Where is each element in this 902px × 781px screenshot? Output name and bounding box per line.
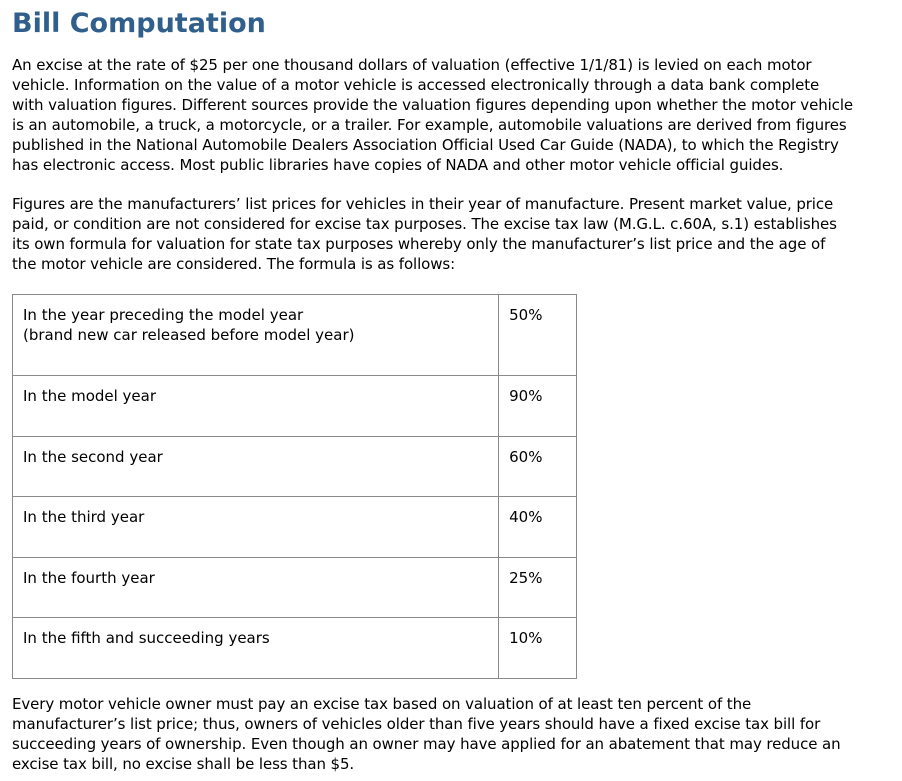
minimum-excise-paragraph-line: Every motor vehicle owner must pay an excise tax based on valuation of at least ten percent of the	[12, 694, 752, 713]
table-row	[13, 295, 577, 376]
valuation-formula-table	[12, 294, 577, 679]
percent-cell: 10%	[499, 618, 577, 679]
table-row	[13, 376, 577, 437]
table-row	[13, 557, 577, 618]
year-label-cell: In the fourth year	[13, 557, 499, 618]
minimum-excise-paragraph-line: succeeding years of ownership. Even though an owner may have applied for an abatement that may reduce an	[12, 734, 841, 753]
percent-cell: 90%	[499, 376, 577, 437]
year-label-cell: In the third year	[13, 497, 499, 558]
formula-paragraph-line: Figures are the manufacturers’ list prices for vehicles in their year of manufacture. Present market value, price	[12, 195, 834, 213]
formula-paragraph-line: the motor vehicle are considered. The formula is as follows:	[12, 255, 456, 273]
table-row	[13, 436, 577, 497]
minimum-excise-paragraph	[12, 694, 890, 774]
percent-cell: 60%	[499, 436, 577, 497]
intro-paragraph-line: vehicle. Information on the value of a motor vehicle is accessed electronically through a data bank complete	[12, 76, 820, 94]
formula-paragraph	[12, 194, 890, 274]
year-label-cell: In the model year	[13, 376, 499, 437]
intro-paragraph-line: is an automobile, a truck, a motorcycle, or a trailer. For example, automobile valuations are derived from figures	[12, 116, 847, 134]
page-content	[12, 0, 890, 774]
page-title: Bill Computation	[12, 8, 266, 39]
percent-cell: 25%	[499, 557, 577, 618]
minimum-excise-paragraph-line: manufacturer’s list price; thus, owners of vehicles older than five years should have a fixed excise tax bill for	[12, 714, 821, 733]
table-row	[13, 618, 577, 679]
percent-cell: 40%	[499, 497, 577, 558]
percent-cell: 50%	[499, 295, 577, 376]
intro-paragraph-line: An excise at the rate of $25 per one thousand dollars of valuation (effective 1/1/81) is levied on each motor	[12, 56, 812, 74]
year-label-cell	[13, 295, 499, 376]
minimum-excise-paragraph-line: excise tax bill, no excise shall be less than $5.	[12, 754, 355, 773]
year-label-cell: In the fifth and succeeding years	[13, 618, 499, 679]
year-label-note: (brand new car released before model year)	[23, 326, 355, 344]
intro-paragraph-line: published in the National Automobile Dealers Association Official Used Car Guide (NADA), to which the Registry	[12, 136, 839, 154]
formula-paragraph-line: paid, or condition are not considered for excise tax purposes. The excise tax law (M.G.L. c.60A, s.1) establishes	[12, 215, 837, 233]
year-label-cell: In the second year	[13, 436, 499, 497]
intro-paragraph-line: with valuation figures. Different sources provide the valuation figures depending upon whether the motor vehicle	[12, 96, 854, 114]
year-label: In the year preceding the model year	[23, 306, 304, 324]
table-row	[13, 497, 577, 558]
intro-paragraph	[12, 55, 890, 175]
intro-paragraph-line: has electronic access. Most public libraries have copies of NADA and other motor vehicle official guides.	[12, 156, 784, 174]
formula-paragraph-line: its own formula for valuation for state tax purposes whereby only the manufacturer’s list price and the age of	[12, 235, 826, 253]
